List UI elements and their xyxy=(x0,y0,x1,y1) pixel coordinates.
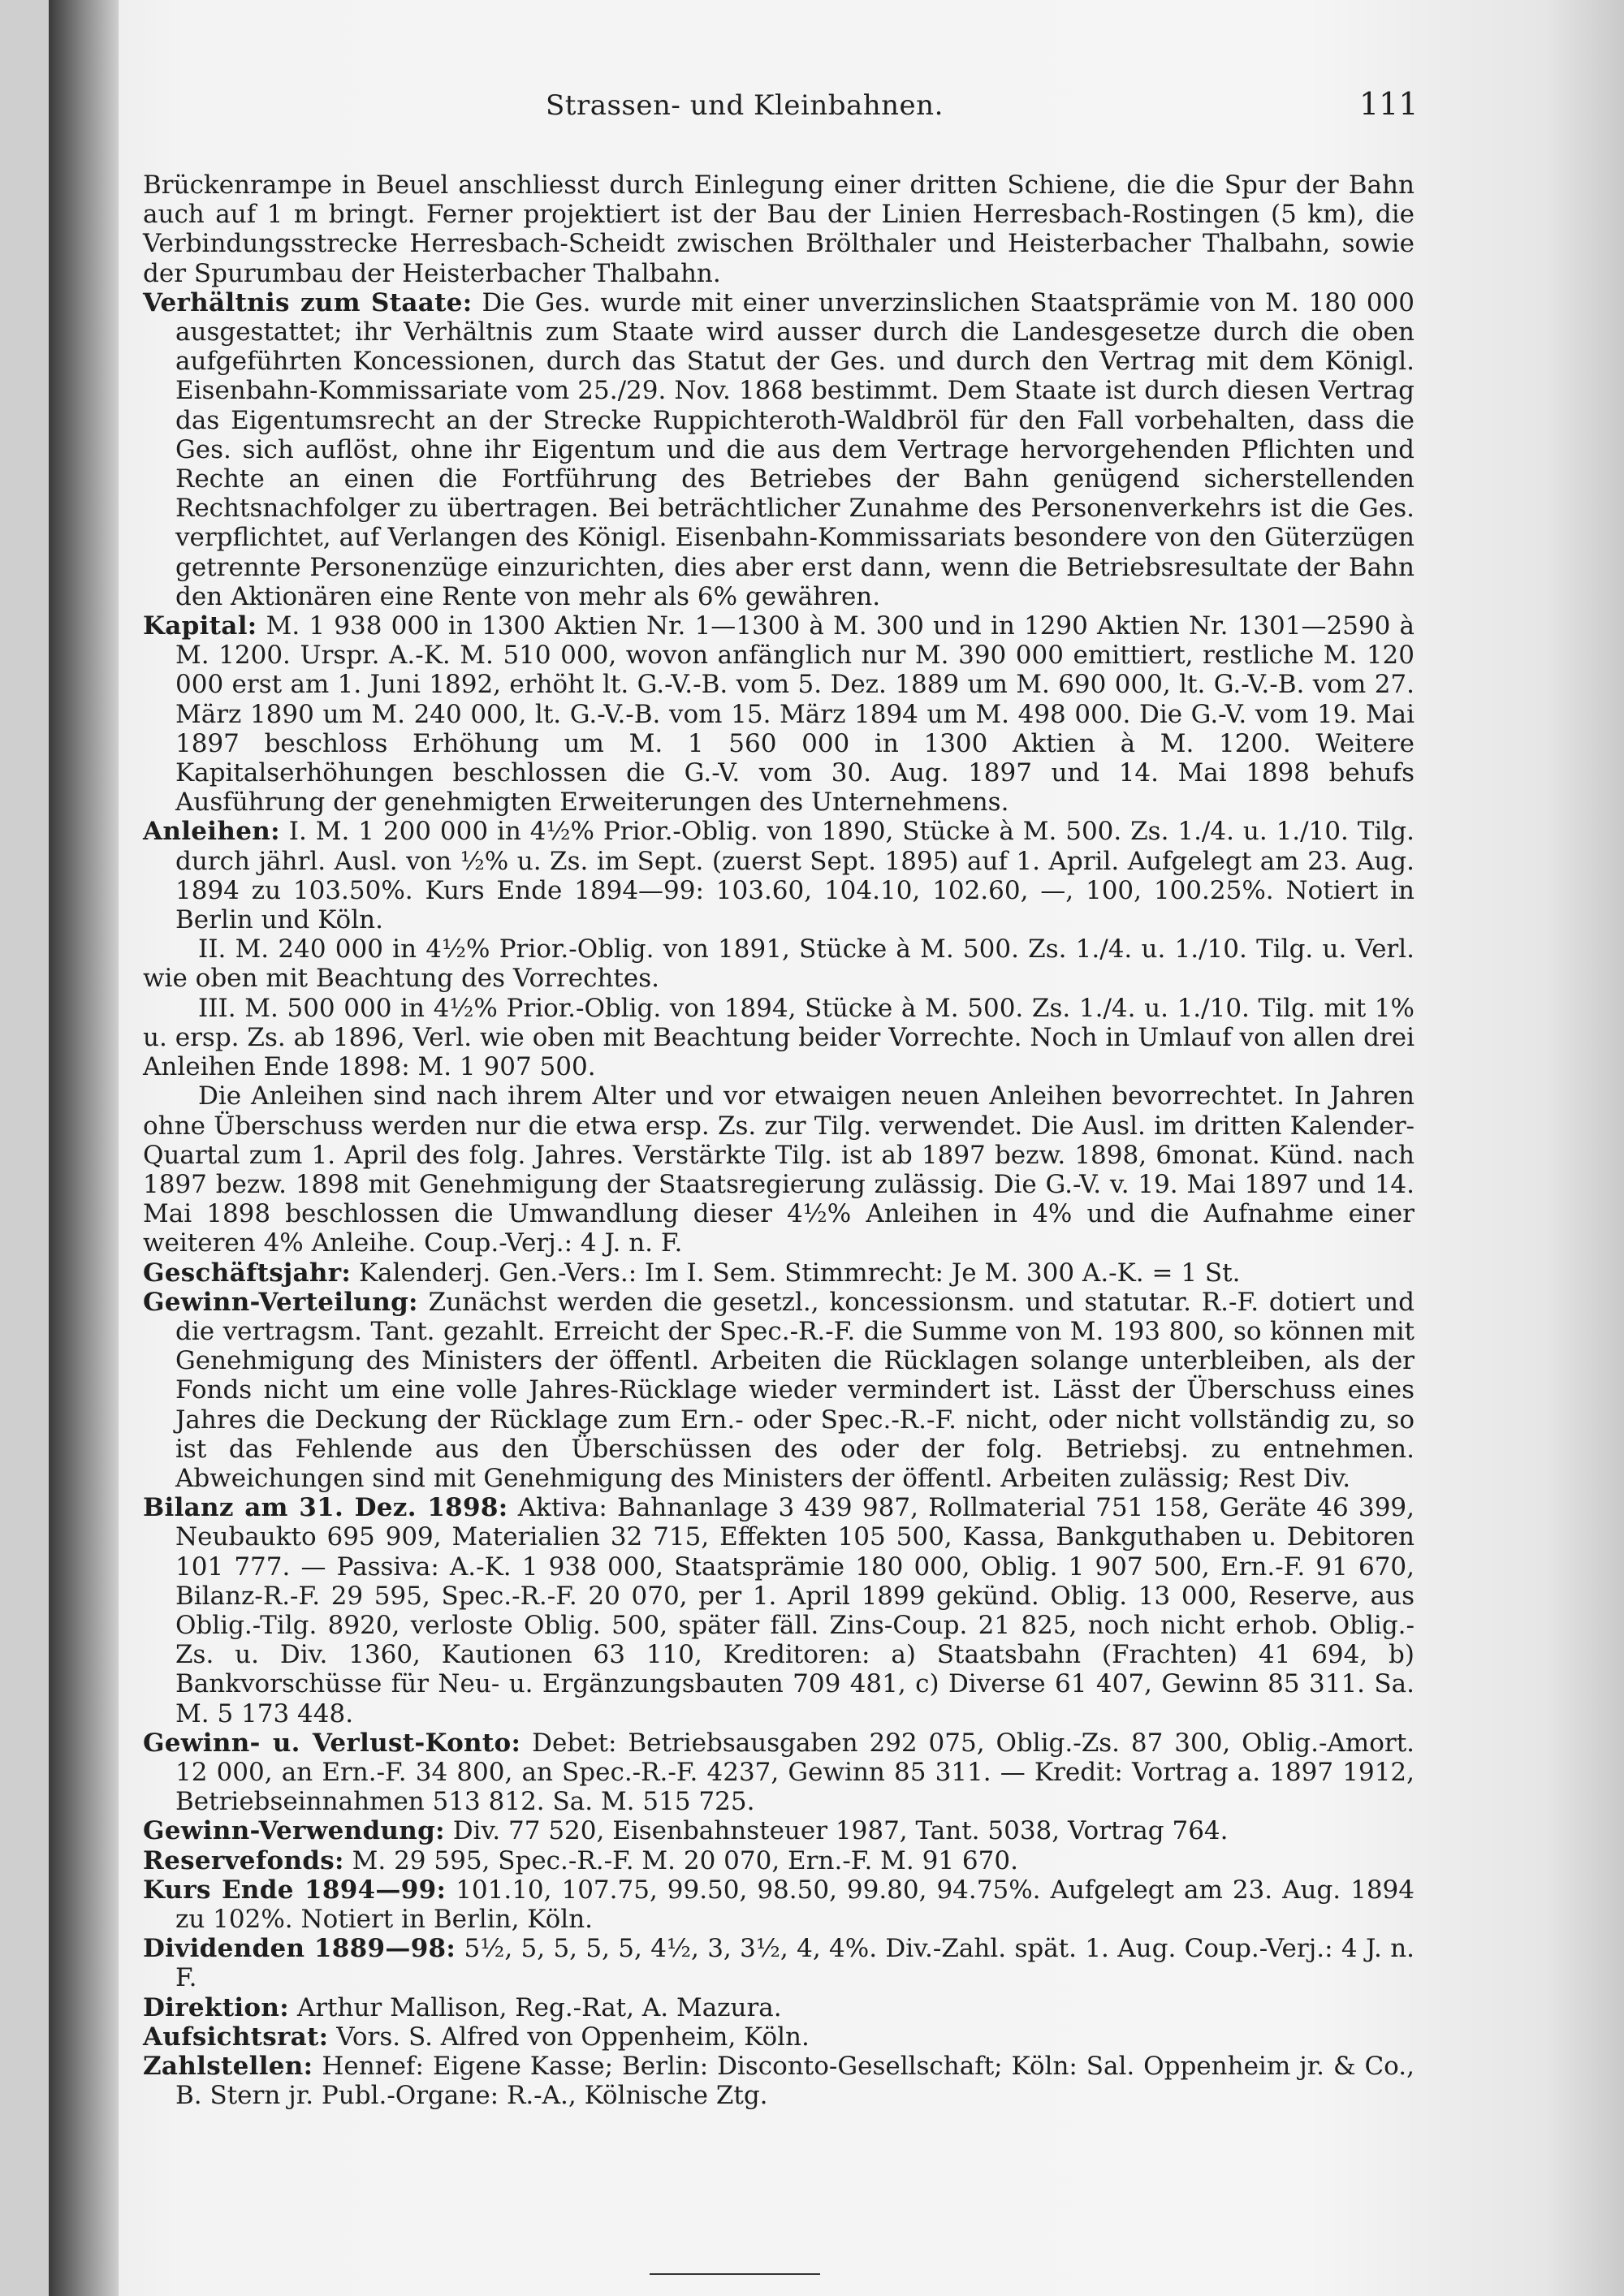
page-gutter-shadow xyxy=(49,0,119,2296)
section-label: Gewinn-Verwendung: xyxy=(143,1816,445,1846)
section-label: Bilanz am 31. Dez. 1898: xyxy=(143,1493,508,1523)
paragraph-reservefonds: Reservefonds: M. 29 595, Spec.-R.-F. M. 20 070, Ern.-F. M. 91 670. xyxy=(143,1845,1018,1875)
section-label: Dividenden 1889—98: xyxy=(143,1934,456,1964)
section-label: Gewinn- u. Verlust-Konto: xyxy=(143,1728,521,1758)
paragraph-zahlstellen: Zahlstellen: Hennef: Eigene Kasse; Berlin: Disconto-Gesellschaft; Köln: Sal. Oppenheim jr. & Co., B. Stern jr. Publ.-Organe: R.-A., Kölnische Ztg. xyxy=(143,2052,1415,2111)
section-label: Geschäftsjahr: xyxy=(143,1258,352,1288)
paragraph-kapital: Kapital: M. 1 938 000 in 1300 Aktien Nr. 1—1300 à M. 300 und in 1290 Aktien Nr. 1301—2590 à M. 1200. Urspr. A.-K. M. 510 000, wovon anfänglich nur M. 390 000 emittiert, restliche M. 120 000 erst am 1. Juni 1892, erhöht lt. G.-V.-B. vom 5. Dez. 1889 um M. 690 000, lt. G.-V.-B. vom 27. März 1890 um M. 240 000, lt. G.-V.-B. vom 15. März 1894 um M. 498 000. Die G.-V. vom 19. Mai 1897 beschloss Erhöhung um M. 1 560 000 in 1300 Aktien à M. 1200. Weitere Kapitalserhöhungen beschlossen die G.-V. vom 30. Aug. 1897 und 14. Mai 1898 behufs Ausführung der genehmigten Erweiterungen des Unternehmens. xyxy=(143,611,1415,818)
section-label: Zahlstellen: xyxy=(143,2052,313,2081)
section-label: Verhältnis zum Staate: xyxy=(143,287,473,317)
paragraph-continuation: Brückenrampe in Beuel anschliesst durch Einlegung einer dritten Schiene, die die Spur der Bahn auch auf 1 m bringt. Ferner projektiert ist der Bau der Linien Herresbach-Rostingen (5 km), die Verbindungsstrecke Herresbach-Scheidt zwischen Brölthaler und Heisterbacher Thalbahn, sowie der Spurumbau der Heisterbacher Thalbahn. xyxy=(143,170,1415,288)
paragraph-anleihen: Anleihen: I. M. 1 200 000 in 4½% Prior.-Oblig. von 1890, Stücke à M. 500. Zs. 1./4. u. 1./10. Tilg. durch jährl. Ausl. von ½% u. Zs. im Sept. (zuerst Sept. 1895) auf 1. April. Aufgelegt am 23. Aug. 1894 zu 103.50%. Kurs Ende 1894—99: 103.60, 104.10, 102.60, —, 100, 100.25%. Notiert in Berlin und Köln. xyxy=(143,817,1415,935)
paragraph-dividenden: Dividenden 1889—98: 5½, 5, 5, 5, 5, 4½, 3, 3½, 4, 4%. Div.-Zahl. spät. 1. Aug. Coup.-Verj.: 4 J. n. F. xyxy=(143,1934,1415,1993)
section-label: Kurs Ende 1894—99: xyxy=(143,1875,447,1905)
section-divider-rule xyxy=(650,2273,820,2275)
paragraph-anleihen-ii: II. M. 240 000 in 4½% Prior.-Oblig. von 1891, Stücke à M. 500. Zs. 1./4. u. 1./10. Tilg. u. Verl. wie oben mit Beachtung des Vorrechtes. xyxy=(143,934,1415,994)
section-label: Anleihen: xyxy=(143,817,280,847)
paragraph-gewinn-verwendung: Gewinn-Verwendung: Div. 77 520, Eisenbahnsteuer 1987, Tant. 5038, Vortrag 764. xyxy=(143,1816,1229,1846)
body-text xyxy=(143,170,1415,2110)
paragraph-gewinn-verteilung: Gewinn-Verteilung: Zunächst werden die gesetzl., koncessionsm. und statutar. R.-F. dotiert und die vertragsm. Tant. gezahlt. Erreicht der Spec.-R.-F. die Summe von M. 193 800, so können mit Genehmigung des Ministers der öffentl. Arbeiten die Rücklagen solange unterbleiben, als der Fonds nicht um eine volle Jahres-Rücklage wieder vermindert ist. Lässt der Überschuss eines Jahres die Deckung der Rücklage zum Ern.- oder Spec.-R.-F. nicht, oder nicht vollständig zu, so ist das Fehlende aus den Überschüssen des oder der folg. Betriebsj. zu entnehmen. Abweichungen sind mit Genehmigung des Ministers der öffentl. Arbeiten zulässig; Rest Div. xyxy=(143,1287,1415,1493)
paragraph-gewinn-verlust: Gewinn- u. Verlust-Konto: Debet: Betriebsausgaben 292 075, Oblig.-Zs. 87 300, Oblig.-Amort. 12 000, an Ern.-F. 34 800, an Spec.-R.-F. 4237, Gewinn 85 311. — Kredit: Vortrag a. 1897 1912, Betriebseinnahmen 513 812. Sa. M. 515 725. xyxy=(143,1728,1415,1817)
paragraph-verhaeltnis: Verhältnis zum Staate: Die Ges. wurde mit einer unverzinslichen Staatsprämie von M. 180 000 ausgestattet; ihr Verhältnis zum Staate wird ausser durch die Landesgesetze durch die oben aufgeführten Koncessionen, durch das Statut der Ges. und durch den Vertrag mit dem Königl. Eisenbahn-Kommissariate vom 25./29. Nov. 1868 bestimmt. Dem Staate ist durch diesen Vertrag das Eigentumsrecht an der Strecke Ruppichteroth-Waldbröl für den Fall vorbehalten, dass die Ges. sich auflöst, ohne ihr Eigentum und die aus dem Vertrage hervorgehenden Pflichten und Rechte an einen die Fortführung des Betriebes der Bahn genügend sicherstellenden Rechtsnachfolger zu übertragen. Bei beträchtlicher Zunahme des Personenverkehrs ist die Ges. verpflichtet, auf Verlangen des Königl. Eisenbahn-Kommissariats besondere von den Güterzügen getrennte Personenzüge einzurichten, dies aber erst dann, wenn die Betriebsresultate der Bahn den Aktionären eine Rente von mehr als 6% gewähren. xyxy=(143,287,1415,611)
section-label: Reservefonds: xyxy=(143,1845,344,1875)
page-number: 111 xyxy=(1359,86,1419,122)
section-label: Kapital: xyxy=(143,611,257,641)
paragraph-aufsichtsrat: Aufsichtsrat: Vors. S. Alfred von Oppenheim, Köln. xyxy=(143,2022,810,2052)
paragraph-bilanz: Bilanz am 31. Dez. 1898: Aktiva: Bahnanlage 3 439 987, Rollmaterial 751 158, Geräte 46 399, Neubaukto 695 909, Materialien 32 715, Effekten 105 500, Kassa, Bankguthaben u. Debitoren 101 777. — Passiva: A.-K. 1 938 000, Staatsprämie 180 000, Oblig. 1 907 500, Ern.-F. 91 670, Bilanz-R.-F. 29 595, Spec.-R.-F. 20 070, per 1. April 1899 gekünd. Oblig. 13 000, Reserve, aus Oblig.-Tilg. 8920, verloste Oblig. 500, später fäll. Zins-Coup. 21 825, noch nicht erhob. Oblig.-Zs. u. Div. 1360, Kautionen 63 110, Kreditoren: a) Staatsbahn (Frachten) 41 694, b) Bankvorschüsse für Neu- u. Ergänzungsbauten 709 481, c) Diverse 61 407, Gewinn 85 311. Sa. M. 5 173 448. xyxy=(143,1493,1415,1728)
paragraph-anleihen-notes: Die Anleihen sind nach ihrem Alter und vor etwaigen neuen Anleihen bevorrechtet. In Jahren ohne Überschuss werden nur die etwa ersp. Zs. zur Tilg. verwendet. Die Ausl. im dritten Kalender-Quartal zum 1. April des folg. Jahres. Verstärkte Tilg. ist ab 1897 bezw. 1898, 6monat. Künd. nach 1897 bezw. 1898 mit Genehmigung der Staatsregierung zulässig. Die G.-V. v. 19. Mai 1897 und 14. Mai 1898 beschlossen die Umwandlung dieser 4½% Anleihen in 4% und die Aufnahme einer weiteren 4% Anleihe. Coup.-Verj.: 4 J. n. F. xyxy=(143,1081,1415,1258)
section-label: Direktion: xyxy=(143,1992,289,2022)
section-label: Aufsichtsrat: xyxy=(143,2022,329,2052)
section-label: Gewinn-Verteilung: xyxy=(143,1287,418,1317)
running-head: Strassen- und Kleinbahnen. xyxy=(546,89,944,122)
paragraph-kurs: Kurs Ende 1894—99: 101.10, 107.75, 99.50, 98.50, 99.80, 94.75%. Aufgelegt am 23. Aug. 1894 zu 102%. Notiert in Berlin, Köln. xyxy=(143,1875,1415,1934)
paragraph-anleihen-iii: III. M. 500 000 in 4½% Prior.-Oblig. von 1894, Stücke à M. 500. Zs. 1./4. u. 1./10. Tilg. mit 1% u. ersp. Zs. ab 1896, Verl. wie oben mit Beachtung beider Vorrechte. Noch in Umlauf von allen drei Anleihen Ende 1898: M. 1 907 500. xyxy=(143,993,1415,1082)
paragraph-geschaeftsjahr: Geschäftsjahr: Kalenderj. Gen.-Vers.: Im I. Sem. Stimmrecht: Je M. 300 A.-K. = 1 St. xyxy=(143,1258,1241,1288)
paragraph-direktion: Direktion: Arthur Mallison, Reg.-Rat, A. Mazura. xyxy=(143,1992,782,2022)
